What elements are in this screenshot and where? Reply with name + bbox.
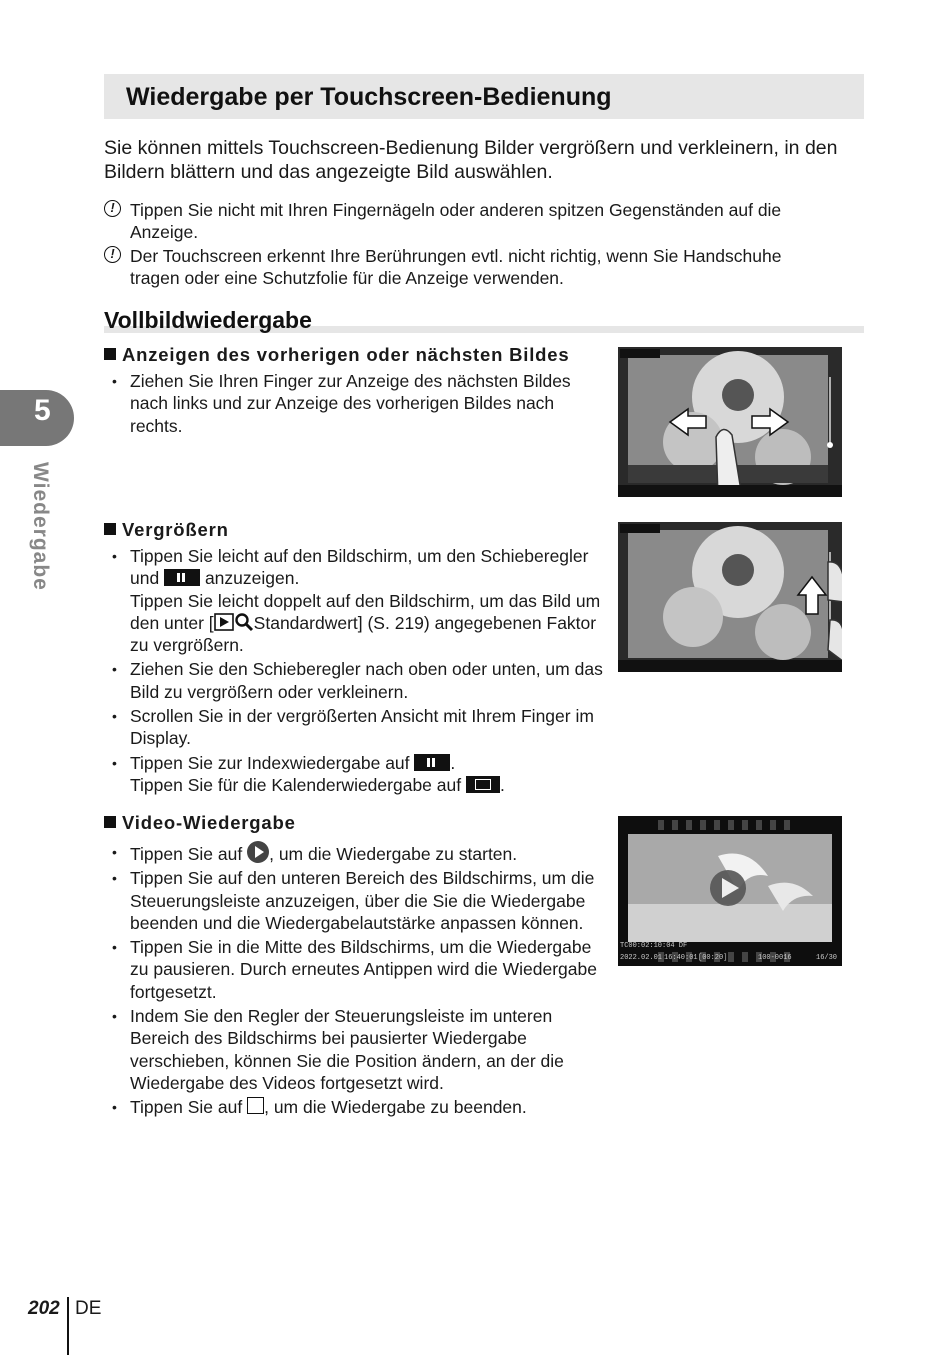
caution-icon: ! bbox=[104, 200, 121, 217]
list-item: • Tippen Sie auf , um die Wiedergabe zu starten. bbox=[104, 841, 604, 865]
video-section bbox=[104, 811, 604, 1121]
video-heading: Video-Wiedergabe bbox=[104, 811, 604, 834]
index-view-icon bbox=[164, 569, 200, 586]
zoom-list bbox=[104, 545, 604, 796]
browse-list bbox=[104, 370, 594, 437]
page-title: Wiedergabe per Touchscreen-Bedienung bbox=[126, 83, 612, 111]
video-time: 16:40:01 bbox=[664, 954, 698, 962]
square-bullet-icon bbox=[104, 816, 116, 828]
list-item: • Scrollen Sie in der vergrößerten Ansicht mit Ihrem Finger im Display. bbox=[104, 705, 604, 750]
square-bullet-icon bbox=[104, 523, 116, 535]
section-title: Vollbildwiedergabe bbox=[104, 307, 312, 333]
caution-2 bbox=[104, 245, 844, 289]
list-item: • Ziehen Sie den Schieberegler nach oben oder unten, um das Bild zu vergrößern oder verkleinern. bbox=[104, 658, 604, 703]
video-screen-image bbox=[618, 816, 842, 966]
caution-1 bbox=[104, 199, 844, 243]
list-item: • Tippen Sie leicht auf den Bildschirm, um den Schieberegler und anzuzeigen. Tippen Sie leicht doppelt auf den Bildschirm, um das Bild um den unter [ Standardwert] (S. 219) angegebenen Faktor zu vergrößern. bbox=[104, 545, 604, 656]
intro-paragraph: Sie können mittels Touchscreen-Bedienung Bilder vergrößern und verkleinern, in den Bildern blättern und das angezeigte Bild auswählen. bbox=[104, 137, 838, 183]
caution-text: Der Touchscreen erkennt Ihre Berührungen evtl. nicht richtig, wenn Sie Handschuhe tragen oder eine Schutzfolie für die Anzeige verwenden. bbox=[130, 246, 782, 288]
list-item: • Tippen Sie in die Mitte des Bildschirms, um die Wiedergabe zu pausieren. Durch erneutes Antippen wird die Wiedergabe fortgesetzt. bbox=[104, 936, 604, 1003]
caution-icon: ! bbox=[104, 246, 121, 263]
calendar-view-icon bbox=[466, 776, 500, 793]
browse-heading: Anzeigen des vorherigen oder nächsten Bildes bbox=[104, 343, 594, 366]
browse-section bbox=[104, 343, 594, 439]
video-date: 2022.02.01 bbox=[620, 954, 663, 962]
video-list bbox=[104, 841, 604, 1119]
playback-magnify-icon bbox=[214, 612, 254, 632]
chapter-label: Wiedergabe bbox=[29, 462, 52, 591]
zoom-section bbox=[104, 518, 604, 798]
video-duration: [00:20] bbox=[698, 954, 728, 962]
zoom-heading: Vergrößern bbox=[104, 518, 604, 541]
video-file-number: 100-0016 bbox=[758, 954, 792, 962]
title-bar bbox=[104, 74, 864, 119]
page-number: 202 bbox=[28, 1298, 60, 1319]
video-timecode: TC00:02:10:04 DF bbox=[620, 942, 688, 950]
list-item: • Tippen Sie auf , um die Wiedergabe zu beenden. bbox=[104, 1096, 604, 1118]
list-item: • Indem Sie den Regler der Steuerungsleiste im unteren Bereich des Bildschirms bei pausierter Wiedergabe verschieben, können Sie die Position ändern, an der die Wiedergabe des Videos fortgesetzt wird. bbox=[104, 1005, 604, 1094]
square-bullet-icon bbox=[104, 348, 116, 360]
browse-screen-image bbox=[618, 347, 842, 497]
index-view-icon bbox=[414, 754, 450, 771]
zoom-screen-image bbox=[618, 522, 842, 672]
chapter-number: 5 bbox=[34, 394, 51, 427]
list-item: • Tippen Sie zur Indexwiedergabe auf . Tippen Sie für die Kalenderwiedergabe auf . bbox=[104, 752, 604, 797]
language-code: DE bbox=[75, 1298, 102, 1319]
list-item: • Ziehen Sie Ihren Finger zur Anzeige des nächsten Bildes nach links und zur Anzeige des vorherigen Bildes nach rechts. bbox=[104, 370, 594, 437]
video-frame-count: 16/30 bbox=[816, 954, 838, 962]
caution-text: Tippen Sie nicht mit Ihren Fingernägeln oder anderen spitzen Gegenständen auf die Anzeige. bbox=[130, 200, 782, 242]
play-icon bbox=[247, 841, 269, 863]
list-item: • Tippen Sie auf den unteren Bereich des Bildschirms, um die Steuerungsleiste anzuzeigen, über die Sie die Wiedergabe beenden und die Wiedergabelautstärke anpassen können. bbox=[104, 867, 604, 934]
footer-divider bbox=[67, 1297, 69, 1355]
stop-icon bbox=[247, 1097, 264, 1114]
